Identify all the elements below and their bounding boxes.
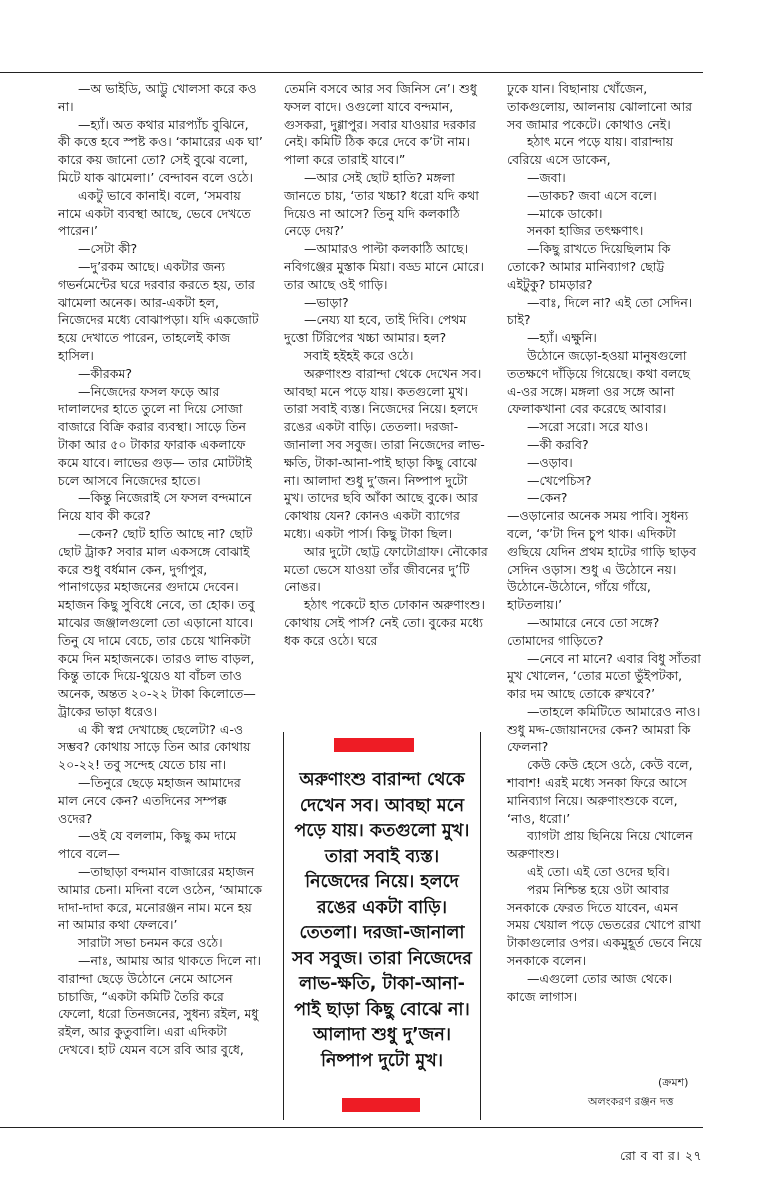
paragraph: আর দুটো ছোট্ট ফোটোগ্রাফ। নৌকোর মতো ভেসে যাওয়া তাঁর জীবনের দু’টি নোঙর। bbox=[284, 543, 488, 595]
paragraph: হঠাৎ মনে পড়ে যায়। বারান্দায় বেরিয়ে এসে ডাকেন, bbox=[507, 134, 674, 168]
paragraph: —এগুলো তোর আজ থেকে। কাজে লাগাস। bbox=[507, 970, 673, 1004]
paragraph: —ওই যে বললাম, কিছু কম দামে পাবে বলে— bbox=[58, 828, 237, 862]
paragraph: —সেটা কী? bbox=[78, 241, 138, 257]
paragraph: —তাছাড়া বন্দমান বাজারের মহাজন আমার চেনা। মদিনা বলে ওঠেন, ‘আমাকে দাদা-দাদা করে, মনোরঞ্জন নাম। মনে হয় না আমার কথা ফেলবে।’ bbox=[58, 864, 262, 933]
text-column-2 bbox=[284, 80, 489, 650]
paragraph: সনকা হাজির তৎক্ষণাৎ। bbox=[527, 223, 644, 239]
paragraph: —আমারও পাল্টা কলকাঠি আছে। নবিগঞ্জের মুস্তাক মিয়া। বড্ড মানে মোরে। তার আছে ওই গাড়ি। bbox=[284, 241, 484, 292]
paragraph: এ কী স্বপ্ন দেখাচ্ছে ছেলেটা? এ-ও সম্ভব? কোথায় সাড়ে তিন আর কোথায় ২০-২২! তবু সন্দেহ যেতে চায় না। bbox=[58, 721, 251, 773]
paragraph: —নাঃ, আমায় আর থাকতে দিলে না। বারান্দা ছেড়ে উঠোনে নেমে আসেন চাচাজি, “একটা কমিটি তৈরি করে ফেলো, ধরো তিনজনের, সুধন্য রইল, মধু রইল, আর কুতুবালি। এরা এদিকটা দেখবে। হাট যেমন বসে রবি আর বুধে, bbox=[58, 953, 261, 1058]
paragraph: —ওড়াব। bbox=[527, 454, 573, 470]
paragraph: —অ ভাইডি, আট্টু খোলসা করে কও না। bbox=[58, 81, 257, 114]
paragraph: —নেবে না মানে? এবার বিধু সাঁতরা মুখ খোলেন, ‘তোর মতো ভুঁইপটকা, কার দম আছে তোকে রুখবে?’ bbox=[507, 650, 701, 702]
paragraph: —কেন? ছোট হাতি আছে না? ছোট ছোট ট্রাক? সবার মাল একসঙ্গে বোঝাই করে শুধু বর্ধমান কেন, দুর্গাপুর, পানাগড়ের মহাজনের গুদামে দেবেন। মহাজন কিছু সুবিধে নেবে, তা হোক। তবু মাঝের জঞ্জালগুলো তো এড়ানো যাবে। তিনু যে দামে বেচে, তার চেয়ে খানিকটা কমে দিন মহাজনকে। তারও লাভ বাড়ল, কিন্তু তাকে দিয়ে-থুয়েও যা বাঁচল তাও অনেক, অন্তত ২০-২২ টাকা কিলোতে— ট্রাকের ভাড়া ধরেও। bbox=[58, 525, 256, 719]
pull-quote-text: অরুণাংশু বারান্দা থেকে দেখেন সব। আবছা মনে পড়ে যায়। কতগুলো মুখ। তারা সবাই ব্যস্ত। নিজেদের নিয়ে। হলদে রঙের একটা বাড়ি। তেতলা। দরজা-জানালা সব সবুজ। তারা নিজেদের লাভ-ক্ষতি, টাকা-আনা-পাই ছাড়া কিছু বোঝে না। আলাদা শুধু দু’জন। নিষ্পাপ দুটো মুখ। bbox=[292, 770, 472, 1071]
paragraph: —ডাকচ? জবা এসে বলে। bbox=[527, 187, 657, 203]
paragraph: এই তো। এই তো ওদের ছবি। bbox=[527, 864, 670, 880]
paragraph: ব্যাগটা প্রায় ছিনিয়ে নিয়ে খোলেন অরুণাংশু। bbox=[507, 828, 693, 862]
paragraph: —কিছু রাখতে দিয়েছিলাম কি তোকে? আমার মানিব্যাগ? ছোট্ট এইটুকু? চামড়ার? bbox=[507, 241, 671, 292]
paragraph: —মাকে ডাকো। bbox=[527, 205, 603, 221]
pull-quote-bottom-bar bbox=[342, 1098, 420, 1112]
top-rule bbox=[0, 72, 703, 73]
paragraph: কেউ কেউ হেসে ওঠে, কেউ বলে, শাবাশ! এরই মধ্যে সনকা ফিরে আসে মানিব্যাগ নিয়ে। অরুণাংশুকে বলে, ‘নাও, ধরো।’ bbox=[507, 757, 693, 826]
paragraph: অরুণাংশু বারান্দা থেকে দেখেন সব। আবছা মনে পড়ে যায়। কতগুলো মুখ। তারা সবাই ব্যস্ত। নিজেদের নিয়ে। হলদে রঙের একটা বাড়ি। তেতলা। দরজা-জানালা সব সবুজ। তারা নিজেদের লাভ-ক্ষতি, টাকা-আনা-পাই ছাড়া কিছু বোঝে না। আলাদা শুধু দু’জন। নিষ্পাপ দুটো মুখ। তাদের ছবি আঁকা আছে বুকে। আর কোথায় যেন? কোনও একটা ব্যাগের মধ্যে। একটা পার্স। কিছু টাকা ছিল। bbox=[284, 365, 485, 541]
pull-quote-top-bar bbox=[334, 738, 414, 752]
paragraph: সবাই হইহই করে ওঠে। bbox=[304, 347, 414, 363]
paragraph: হঠাৎ পকেটে হাত ঢোকান অরুণাংশু। কোথায় সেই পার্স? নেই তো। বুকের মধ্যে ধক করে ওঠে। ঘরে bbox=[284, 597, 485, 648]
paragraph: —কেন? bbox=[527, 490, 568, 506]
paragraph: ঢুকে যান। বিছানায় খোঁজেন, তাকগুলোয়, আলনায় ঝোলানো আর সব জামার পকেটে। কোথাও নেই। bbox=[507, 81, 693, 132]
page-footer: রো ব বা র। ২৭ bbox=[620, 1148, 703, 1163]
paragraph: —কী করবি? bbox=[527, 436, 589, 452]
paragraph: —নিজেদের ফসল ফড়ে আর দালালদের হাতে তুলে না দিয়ে সোজা বাজারে বিক্রি করার ব্যবস্থা। সাড়ে তিন টাকা আর ৫০ টাকার ফারাক একলাফে কমে যাবে। লাভের গুড়— তার মোটটাই চলে আসবে নিজেদের হাতে। bbox=[58, 383, 252, 488]
paragraph: —বাঃ, দিলে না? এই তো সেদিন। চাই? bbox=[507, 294, 693, 328]
paragraph: —হ্যাঁ। এক্ষুনি। bbox=[527, 330, 597, 346]
paragraph: —আর সেই ছোট হাতি? মঙ্গলা জানতে চায়, ‘তার খচ্চা? ধরো যদি কথা দিয়েও না আসে? তিনু যদি কলকাঠি নেড়ে দেয়?’ bbox=[284, 169, 479, 239]
illustration-credit: অলংকরণ রঞ্জন দত্ত bbox=[588, 1095, 674, 1108]
pull-quote-box bbox=[283, 732, 481, 1120]
paragraph: —তাহলে কমিটিতে আমারেও নাও। শুধু মদ্দ-জোয়ানদের কেন? আমরা কি ফেলনা? bbox=[507, 703, 701, 755]
paragraph: —ওড়ানোর অনেক সময় পাবি। সুধন্য বলে, ‘ক’টা দিন চুপ থাক। এদিকটা গুছিয়ে যেদিন প্রথম হাটের গাড়ি ছাড়ব সেদিন ওড়াস। শুধু এ উঠোনে নয়। উঠোনে-উঠোনে, গাঁয়ে গাঁয়ে, হাটতলায়।’ bbox=[507, 508, 697, 613]
paragraph: একটু ভাবে কানাই। বলে, ‘সমবায় নামে একটা ব্যবস্থা আছে, ভেবে দেখতে পারেন।’ bbox=[58, 187, 251, 239]
paragraph: সারাটা সভা চনমন করে ওঠে। bbox=[78, 935, 223, 951]
paragraph: —আমারে নেবে তো সঙ্গে? তোমাদের গাড়িতে? bbox=[507, 614, 660, 648]
paragraph: —ভাড়া? bbox=[304, 294, 349, 310]
text-column-1 bbox=[58, 80, 263, 1059]
paragraph: —তিনুরে ছেড়ে মহাজন আমাদের মাল নেবে কেন? এতদিনের সম্পক্ক ওদের? bbox=[58, 775, 241, 826]
serial-note: (ক্রমশ) bbox=[658, 1076, 689, 1089]
paragraph: পরম নিশ্চিন্ত হয়ে ওটা আবার সনকাকে ফেরত দিতে যাবেন, এমন সময় খেয়াল পড়ে ভেতরের খোপে রাখা টাকাগুলোর ওপর। একমুহূর্ত ভেবে নিয়ে সনকাকে বলেন। bbox=[507, 881, 702, 969]
paragraph: —হ্যাঁ। অত কথার মারপ্যাঁচ বুঝিনে, কী কত্তে হবে স্পষ্ট কও। ‘কামারের এক ঘা’ কারে কয় জানো তো? সেই বুঝে বলো, মিটে যাক ঝামেলা।’ বেন্দাবন বলে ওঠে। bbox=[58, 116, 263, 185]
paragraph: তেমনি বসবে আর সব জিনিস নে’। শুধু ফসল বাদে। ওগুলো যাবে বন্দমান, গুসকরা, দুগ্গাপুর। সবার যাওয়ার দরকার নেই। কমিটি ঠিক করে দেবে ক’টা নাম। পালা করে তারাই যাবে।” bbox=[284, 81, 477, 168]
paragraph: —সরো সরো। সরে যাও। bbox=[527, 419, 649, 435]
bottom-rule bbox=[0, 1127, 703, 1128]
paragraph: —কীরকম? bbox=[78, 365, 133, 381]
paragraph: —কিন্তু নিজেরাই সে ফসল বন্দমানে নিয়ে যাব কী করে? bbox=[58, 490, 252, 524]
paragraph: উঠোনে জড়ো-হওয়া মানুষগুলো ততক্ষণে দাঁড়িয়ে গিয়েছে। কথা বলছে এ-ওর সঙ্গে। মঙ্গলা ওর সঙ্গে আনা ফেলাকখানা বের করেছে আবার। bbox=[507, 347, 690, 417]
paragraph: —জবা। bbox=[527, 169, 566, 185]
paragraph: —দু’রকম আছে। একটার জন্য গভর্নমেন্টের ঘরে দরবার করতে হয়, তার ঝামেলা অনেক। আর-একটা হল, নিজেদের মধ্যে বোঝাপড়া। যদি একজোট হয়ে দেখাতে পারেন, তাহলেই কাজ হাসিল। bbox=[58, 258, 259, 363]
paragraph: —নেয্য যা হবে, তাই দিবি। পেথম দুত্তো টিরিপের খচ্চা আমার। হল? bbox=[284, 312, 467, 346]
text-column-3 bbox=[507, 80, 703, 1005]
paragraph: —খেপেচিস? bbox=[527, 472, 592, 488]
